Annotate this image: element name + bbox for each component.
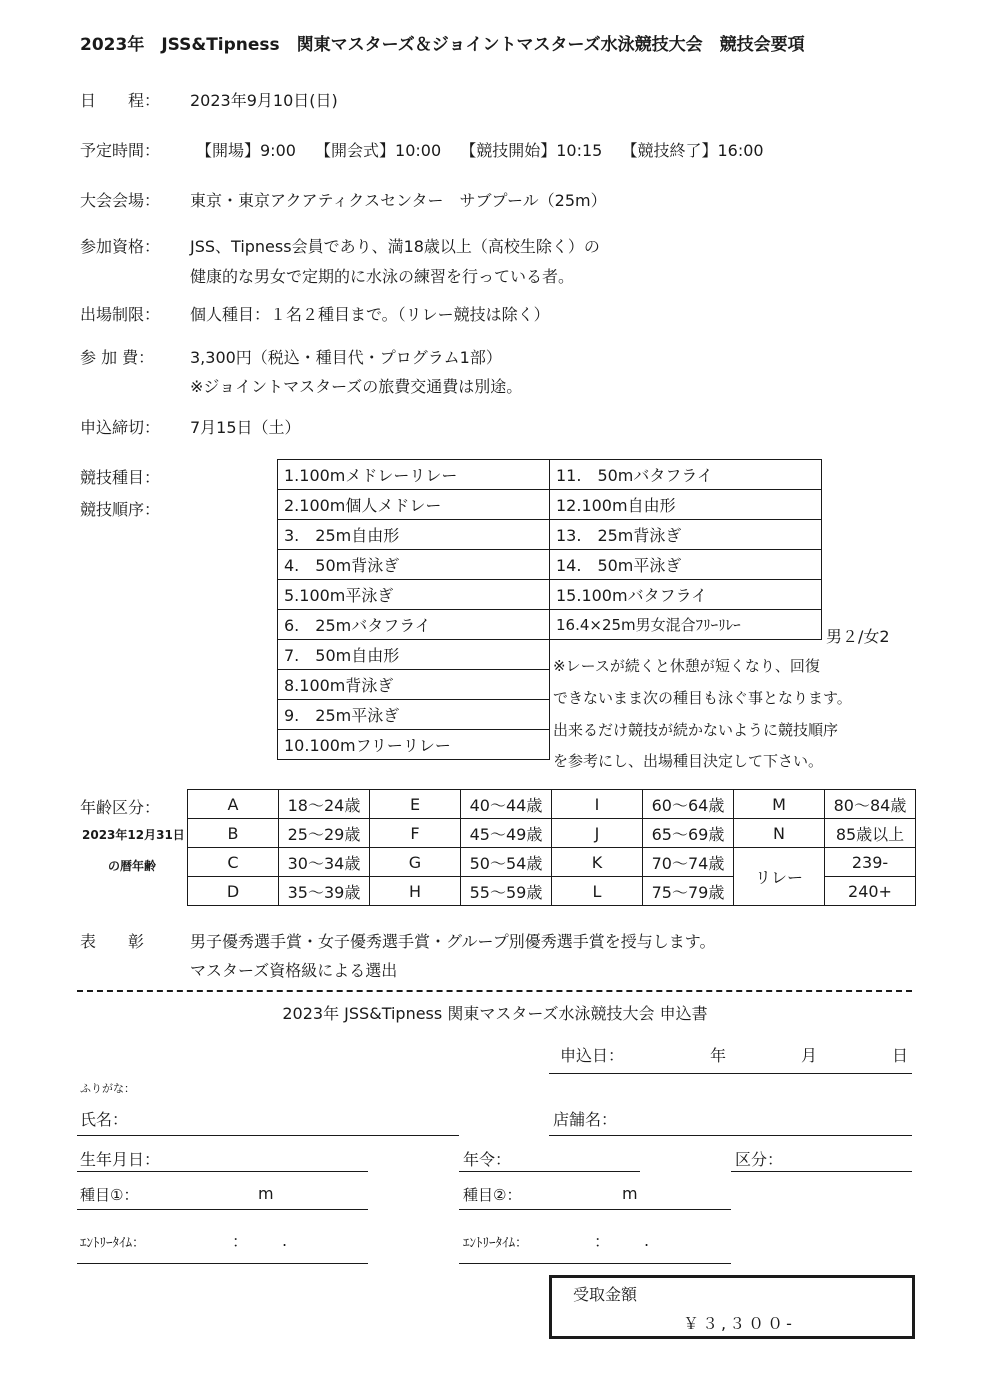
order-note-line3: 出来るだけ競技が続かないように競技順序 bbox=[553, 721, 839, 739]
event-item: 8.100m背泳ぎ bbox=[278, 670, 550, 700]
event-item: 10.100mフリーリレー bbox=[278, 730, 550, 760]
age-cell: I bbox=[552, 790, 643, 819]
event-item: 6. 25mバタフライ bbox=[278, 610, 550, 640]
age-cell: M bbox=[734, 790, 825, 819]
schedule-open: 【開場】9:00 bbox=[196, 141, 296, 160]
age-field[interactable] bbox=[459, 1171, 640, 1172]
event2-field[interactable] bbox=[459, 1209, 731, 1210]
age-label: 年齢区分： bbox=[80, 798, 161, 817]
age-cell: E bbox=[370, 790, 461, 819]
order-note-line2: できないまま次の種目も泳ぐ事となります。 bbox=[553, 689, 852, 707]
age-cell: J bbox=[552, 819, 643, 848]
entry-limit-value: 個人種目：１名２種目まで。（リレー競技は除く） bbox=[190, 305, 550, 324]
age-cell: 85歳以上 bbox=[825, 819, 916, 848]
age-cell: 30～34歳 bbox=[279, 848, 370, 877]
date-value: 2023年9月10日(日) bbox=[190, 91, 338, 110]
event2-label: 種目②： bbox=[463, 1186, 522, 1204]
event1-unit: m bbox=[258, 1184, 274, 1203]
apply-year-label: 年 bbox=[710, 1046, 727, 1065]
age-cell: A bbox=[188, 790, 279, 819]
relay-note: 男２/女2 bbox=[826, 627, 890, 646]
age-cell: L bbox=[552, 877, 643, 906]
age-cell: 50～54歳 bbox=[461, 848, 552, 877]
category-label: 区分： bbox=[735, 1150, 784, 1169]
order-note-line1: ※レースが続くと休憩が短くなり、回復 bbox=[553, 657, 820, 675]
entry-limit-label: 出場制限： bbox=[80, 305, 161, 324]
events-label: 競技種目： bbox=[80, 468, 161, 487]
event-item: 1.100mメドレーリレー bbox=[278, 460, 550, 490]
event-item: 13. 25m背泳ぎ bbox=[550, 520, 822, 550]
age-cell: 45～49歳 bbox=[461, 819, 552, 848]
event1-label: 種目①： bbox=[80, 1186, 139, 1204]
event1-field[interactable] bbox=[77, 1209, 368, 1210]
furigana-label: ふりがな： bbox=[80, 1082, 135, 1095]
event-item: 9. 25m平泳ぎ bbox=[278, 700, 550, 730]
age-cell: 40～44歳 bbox=[461, 790, 552, 819]
entry-time2-dot: . bbox=[644, 1231, 650, 1250]
event-item: 14. 50m平泳ぎ bbox=[550, 550, 822, 580]
schedule-start: 【競技開始】10:15 bbox=[460, 141, 603, 160]
age-category-table bbox=[187, 789, 916, 906]
category-field[interactable] bbox=[731, 1171, 912, 1172]
age-cell: N bbox=[734, 819, 825, 848]
apply-month-label: 月 bbox=[801, 1046, 818, 1065]
age-reference-date: 2023年12月31日 bbox=[82, 828, 185, 842]
deadline-label: 申込締切： bbox=[80, 418, 161, 437]
name-field[interactable] bbox=[77, 1135, 459, 1136]
birthdate-label: 生年月日： bbox=[80, 1150, 161, 1169]
entry-time2-field[interactable] bbox=[459, 1263, 731, 1264]
events-right-table bbox=[549, 459, 822, 640]
age-cell: K bbox=[552, 848, 643, 877]
schedule-end: 【競技終了】16:00 bbox=[621, 141, 764, 160]
event-item: 11. 50mバタフライ bbox=[550, 460, 822, 490]
event2-unit: m bbox=[622, 1184, 638, 1203]
age-reference-note: の暦年齢 bbox=[108, 859, 157, 873]
age-cell: 18～24歳 bbox=[279, 790, 370, 819]
entry-time1-field[interactable] bbox=[77, 1263, 368, 1264]
event-item: 15.100mバタフライ bbox=[550, 580, 822, 610]
birthdate-field[interactable] bbox=[77, 1171, 368, 1172]
event-item: 4. 50m背泳ぎ bbox=[278, 550, 550, 580]
eligibility-label: 参加資格： bbox=[80, 237, 161, 256]
age-cell: F bbox=[370, 819, 461, 848]
age-cell: 55～59歳 bbox=[461, 877, 552, 906]
age-cell: 239- bbox=[825, 848, 916, 877]
age-cell: 60～64歳 bbox=[643, 790, 734, 819]
age-cell: 80～84歳 bbox=[825, 790, 916, 819]
venue-label: 大会会場： bbox=[80, 191, 161, 210]
age-cell: 75～79歳 bbox=[643, 877, 734, 906]
apply-date-label: 申込日： bbox=[560, 1046, 625, 1065]
form-title: 2023年 JSS&Tipness 関東マスターズ水泳競技大会 申込書 bbox=[282, 1004, 708, 1023]
fee-line2: ※ジョイントマスターズの旅費交通費は別途。 bbox=[190, 377, 523, 396]
table-row bbox=[188, 848, 916, 877]
fee-label: 参 加 費： bbox=[80, 348, 155, 367]
schedule-ceremony: 【開会式】10:00 bbox=[315, 141, 442, 160]
entry-time1-dot: . bbox=[282, 1231, 288, 1250]
age-field-label: 年令： bbox=[463, 1150, 512, 1169]
entry-time1-colon: ： bbox=[232, 1232, 249, 1251]
name-label: 氏名： bbox=[80, 1110, 129, 1129]
eligibility-line1: JSS、Tipness会員であり、満18歳以上（高校生除く）の bbox=[190, 237, 600, 256]
table-row bbox=[188, 790, 916, 819]
age-cell: H bbox=[370, 877, 461, 906]
age-cell: 70～74歳 bbox=[643, 848, 734, 877]
schedule-values bbox=[196, 138, 778, 161]
award-label: 表 彰 bbox=[80, 932, 145, 951]
events-left-table bbox=[277, 459, 550, 760]
page-title: 2023年 JSS&Tipness 関東マスターズ＆ジョイントマスターズ水泳競技大会 競技会要項 bbox=[80, 35, 805, 55]
entry-time2-label: ｴﾝﾄﾘｰﾀｲﾑ： bbox=[463, 1236, 529, 1251]
age-cell-relay: リレー bbox=[734, 848, 825, 906]
event-item: 16.4×25m男女混合ﾌﾘｰﾘﾚｰ bbox=[550, 610, 822, 640]
age-cell: C bbox=[188, 848, 279, 877]
age-cell: 35～39歳 bbox=[279, 877, 370, 906]
apply-date-field[interactable] bbox=[549, 1073, 912, 1074]
order-note-line4: を参考にし、出場種目決定して下さい。 bbox=[553, 752, 824, 770]
date-label: 日 程： bbox=[80, 91, 161, 110]
eligibility-line2: 健康的な男女で定期的に水泳の練習を行っている者。 bbox=[190, 267, 575, 286]
age-cell: 65～69歳 bbox=[643, 819, 734, 848]
age-cell: B bbox=[188, 819, 279, 848]
received-amount-value: ￥３,３００- bbox=[683, 1314, 795, 1333]
table-row bbox=[188, 819, 916, 848]
apply-day-label: 日 bbox=[892, 1046, 909, 1065]
venue-value: 東京・東京アクアティクスセンター サブプール（25m） bbox=[190, 191, 607, 210]
event-item: 2.100m個人メドレー bbox=[278, 490, 550, 520]
cut-line bbox=[77, 990, 912, 992]
age-cell: G bbox=[370, 848, 461, 877]
award-line1: 男子優秀選手賞・女子優秀選手賞・グループ別優秀選手賞を授与します。 bbox=[190, 932, 716, 951]
fee-line1: 3,300円（税込・種目代・プログラム1部） bbox=[190, 348, 502, 367]
deadline-value: 7月15日（土） bbox=[190, 418, 301, 437]
age-cell: 25～29歳 bbox=[279, 819, 370, 848]
received-amount-label: 受取金額 bbox=[573, 1285, 638, 1304]
store-field[interactable] bbox=[549, 1135, 912, 1136]
event-item: 3. 25m自由形 bbox=[278, 520, 550, 550]
order-label: 競技順序： bbox=[80, 500, 161, 519]
received-amount-box bbox=[549, 1275, 915, 1339]
event-item: 5.100m平泳ぎ bbox=[278, 580, 550, 610]
schedule-label: 予定時間： bbox=[80, 141, 161, 160]
entry-time2-colon: ： bbox=[594, 1232, 611, 1251]
award-line2: マスターズ資格級による選出 bbox=[190, 961, 398, 980]
entry-time1-label: ｴﾝﾄﾘｰﾀｲﾑ： bbox=[80, 1236, 146, 1251]
event-item: 12.100m自由形 bbox=[550, 490, 822, 520]
age-cell: D bbox=[188, 877, 279, 906]
store-label: 店舗名： bbox=[553, 1110, 618, 1129]
event-item: 7. 50m自由形 bbox=[278, 640, 550, 670]
age-cell: 240+ bbox=[825, 877, 916, 906]
